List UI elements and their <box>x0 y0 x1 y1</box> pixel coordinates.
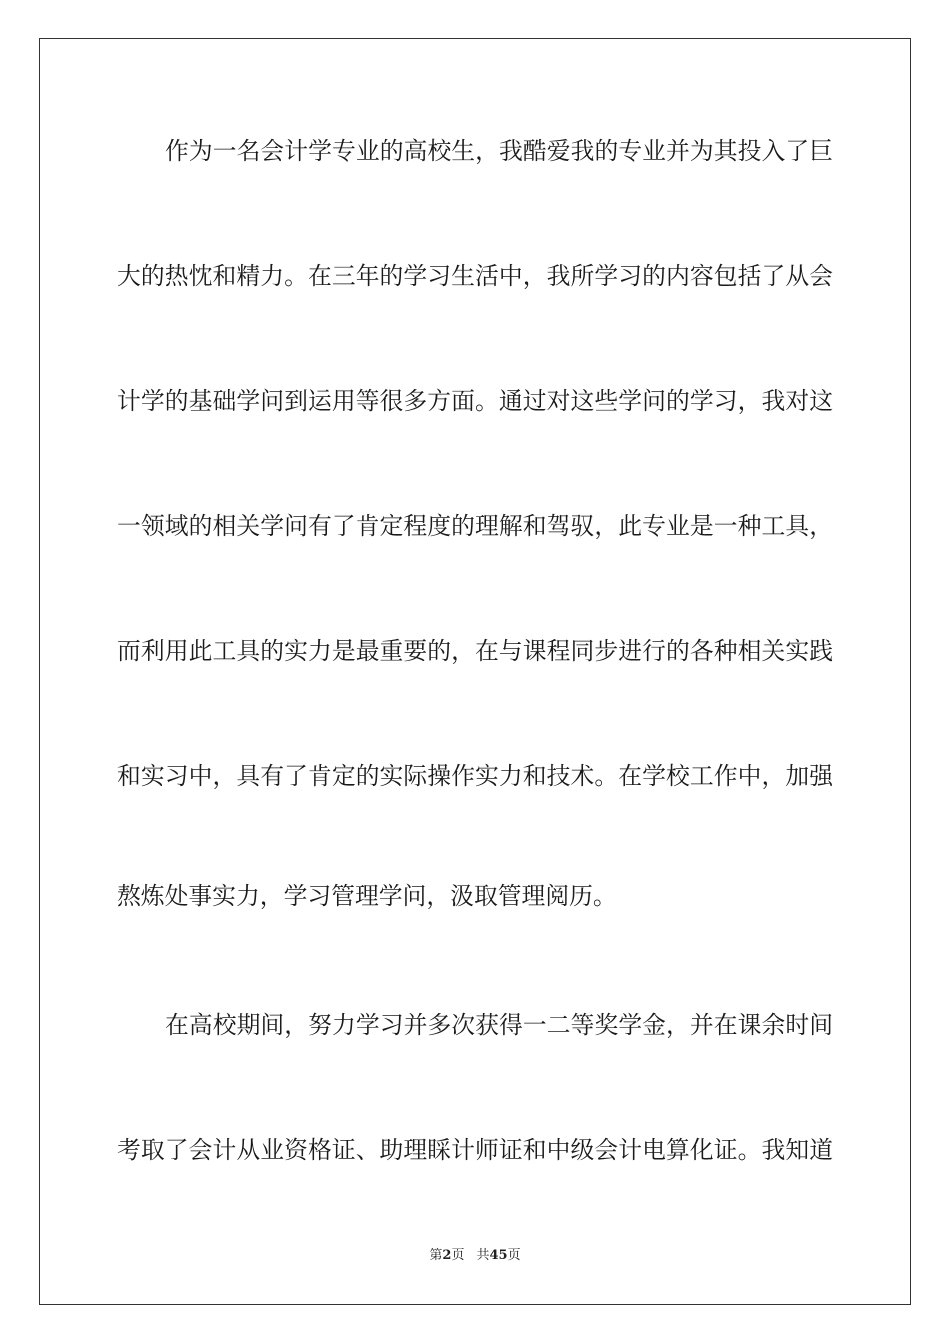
paragraph-1-line-3: 计学的基础学问到运用等很多方面。通过对这些学问的学习，我对这 <box>117 387 833 415</box>
paragraph-1-line-5: 而利用此工具的实力是最重要的，在与课程同步进行的各种相关实践 <box>117 637 833 665</box>
paragraph-1-line-2: 大的热忱和精力。在三年的学习生活中，我所学习的内容包括了从会 <box>117 262 833 290</box>
paragraph-2-line-1: 在高校期间，努力学习并多次获得一二等奖学金，并在课余时间 <box>165 1011 833 1039</box>
paragraph-1-line-4: 一领域的相关学问有了肯定程度的理解和驾驭，此专业是一种工具， <box>117 512 833 540</box>
total-suffix: 页 <box>507 1248 521 1263</box>
page-prefix: 第 <box>429 1248 443 1263</box>
paragraph-1-line-1: 作为一名会计学专业的高校生，我酷爱我的专业并为其投入了巨 <box>165 137 833 165</box>
page-suffix: 页 <box>451 1248 465 1263</box>
paragraph-1-line-6: 和实习中，具有了肯定的实际操作实力和技术。在学校工作中，加强 <box>117 762 833 790</box>
page-number: 2 <box>442 1248 452 1263</box>
total-pages: 45 <box>489 1248 508 1263</box>
page-footer <box>0 1246 950 1266</box>
total-prefix: 共 <box>476 1248 490 1263</box>
paragraph-1-line-7: 熬炼处事实力，学习管理学问，汲取管理阅历。 <box>117 882 617 910</box>
paragraph-2-line-2: 考取了会计从业资格证、助理睬计师证和中级会计电算化证。我知道 <box>117 1136 833 1164</box>
page-border <box>39 38 911 1305</box>
